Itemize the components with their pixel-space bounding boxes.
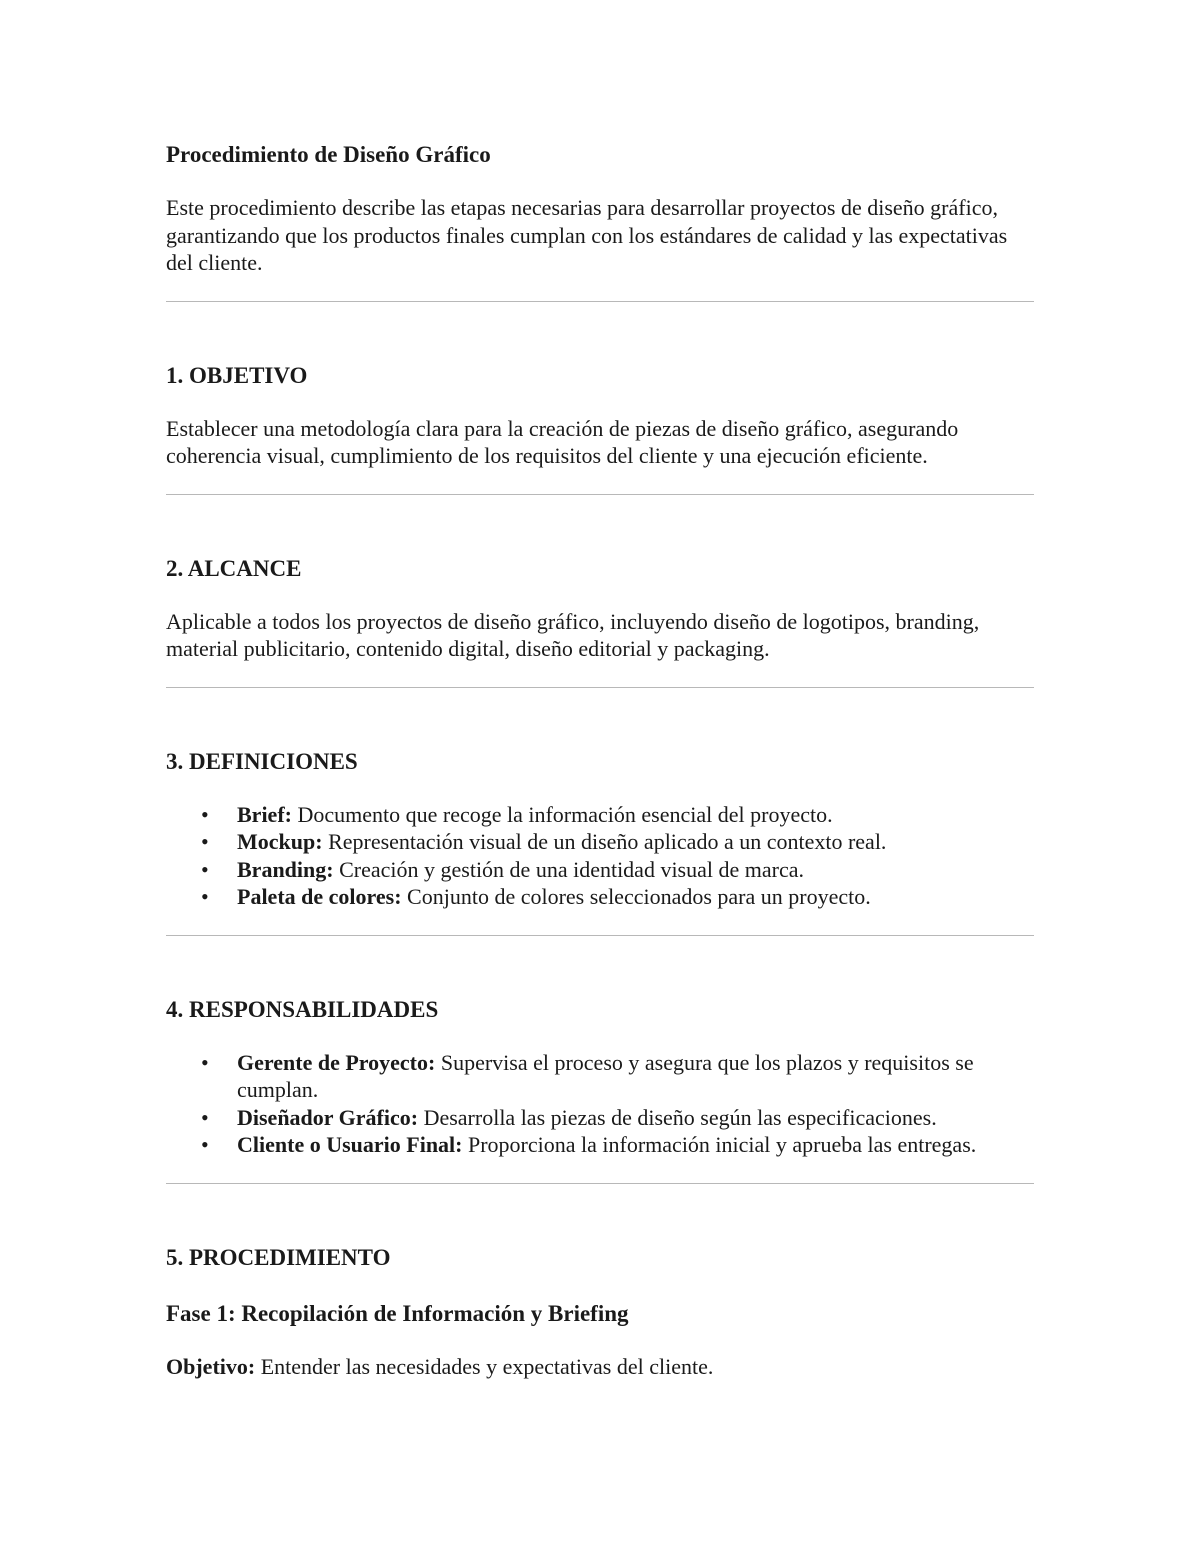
definition-text: Creación y gestión de una identidad visual de marca. xyxy=(333,856,804,882)
section-heading-definiciones: 3. DEFINICIONES xyxy=(166,748,358,774)
bullet-icon: • xyxy=(201,801,209,827)
section-heading-procedimiento: 5. PROCEDIMIENTO xyxy=(166,1244,391,1270)
bullet-icon: • xyxy=(201,829,209,854)
list-item xyxy=(166,801,1034,829)
section-objetivo xyxy=(166,359,1034,470)
list-item xyxy=(166,828,1034,856)
responsibilities-list xyxy=(166,1049,1034,1159)
role-term: Gerente de Proyecto: xyxy=(237,1049,436,1075)
role-text: Proporciona la información inicial y aprueba las entregas. xyxy=(462,1132,977,1157)
bullet-icon: • xyxy=(201,884,209,909)
section-procedimiento xyxy=(166,1241,1034,1381)
role-text: Desarrolla las piezas de diseño según las especificaciones. xyxy=(418,1104,937,1130)
list-item xyxy=(166,1049,1034,1104)
definitions-list xyxy=(166,801,1034,911)
document-page xyxy=(166,138,1034,1380)
divider xyxy=(166,494,1034,495)
definition-text: Documento que recoge la información esencial del proyecto. xyxy=(291,801,833,827)
section-heading-alcance: 2. ALCANCE xyxy=(166,555,302,581)
bullet-icon: • xyxy=(201,1104,209,1130)
intro-paragraph: Este procedimiento describe las etapas necesarias para desarrollar proyectos de diseño gráfico, garantizando que los productos finales cumplan con los estándares de calidad y las expectativas del cliente. xyxy=(166,195,1008,275)
document-title: Procedimiento de Diseño Gráfico xyxy=(166,142,491,167)
divider xyxy=(166,687,1034,688)
definition-term: Mockup: xyxy=(237,829,323,854)
definition-text: Representación visual de un diseño aplicado a un contexto real. xyxy=(322,829,887,854)
section-alcance xyxy=(166,552,1034,663)
list-item xyxy=(166,1131,1034,1159)
section-definiciones xyxy=(166,745,1034,911)
objective-text: Entender las necesidades y expectativas del cliente. xyxy=(255,1353,714,1379)
bullet-icon: • xyxy=(201,1132,209,1157)
section-body-alcance: Aplicable a todos los proyectos de diseño gráfico, incluyendo diseño de logotipos, branding, material publicitario, contenido digital, diseño editorial y packaging. xyxy=(166,608,980,661)
section-responsabilidades xyxy=(166,993,1034,1159)
list-item xyxy=(166,883,1034,911)
definition-term: Brief: xyxy=(237,801,292,827)
divider xyxy=(166,301,1034,302)
role-term: Diseñador Gráfico: xyxy=(237,1104,419,1130)
bullet-icon: • xyxy=(201,856,209,882)
role-text: Supervisa el proceso y asegura que los plazos y requisitos se cumplan. xyxy=(237,1049,974,1102)
role-term: Cliente o Usuario Final: xyxy=(237,1132,463,1157)
phase-title: Fase 1: Recopilación de Información y Briefing xyxy=(166,1300,629,1326)
divider xyxy=(166,1183,1034,1184)
bullet-icon: • xyxy=(201,1049,209,1075)
definition-term: Paleta de colores: xyxy=(237,884,402,909)
list-item xyxy=(166,856,1034,884)
section-heading-objetivo: 1. OBJETIVO xyxy=(166,362,308,388)
section-body-objetivo: Establecer una metodología clara para la creación de piezas de diseño gráfico, asegurando coherencia visual, cumplimiento de los requisitos del cliente y una ejecución eficiente. xyxy=(166,415,959,468)
objective-label: Objetivo: xyxy=(166,1353,256,1379)
divider xyxy=(166,935,1034,936)
definition-term: Branding: xyxy=(237,856,334,882)
section-heading-responsabilidades: 4. RESPONSABILIDADES xyxy=(166,996,439,1022)
phase-objective xyxy=(166,1353,1034,1381)
definition-text: Conjunto de colores seleccionados para un proyecto. xyxy=(401,884,871,909)
list-item xyxy=(166,1104,1034,1132)
